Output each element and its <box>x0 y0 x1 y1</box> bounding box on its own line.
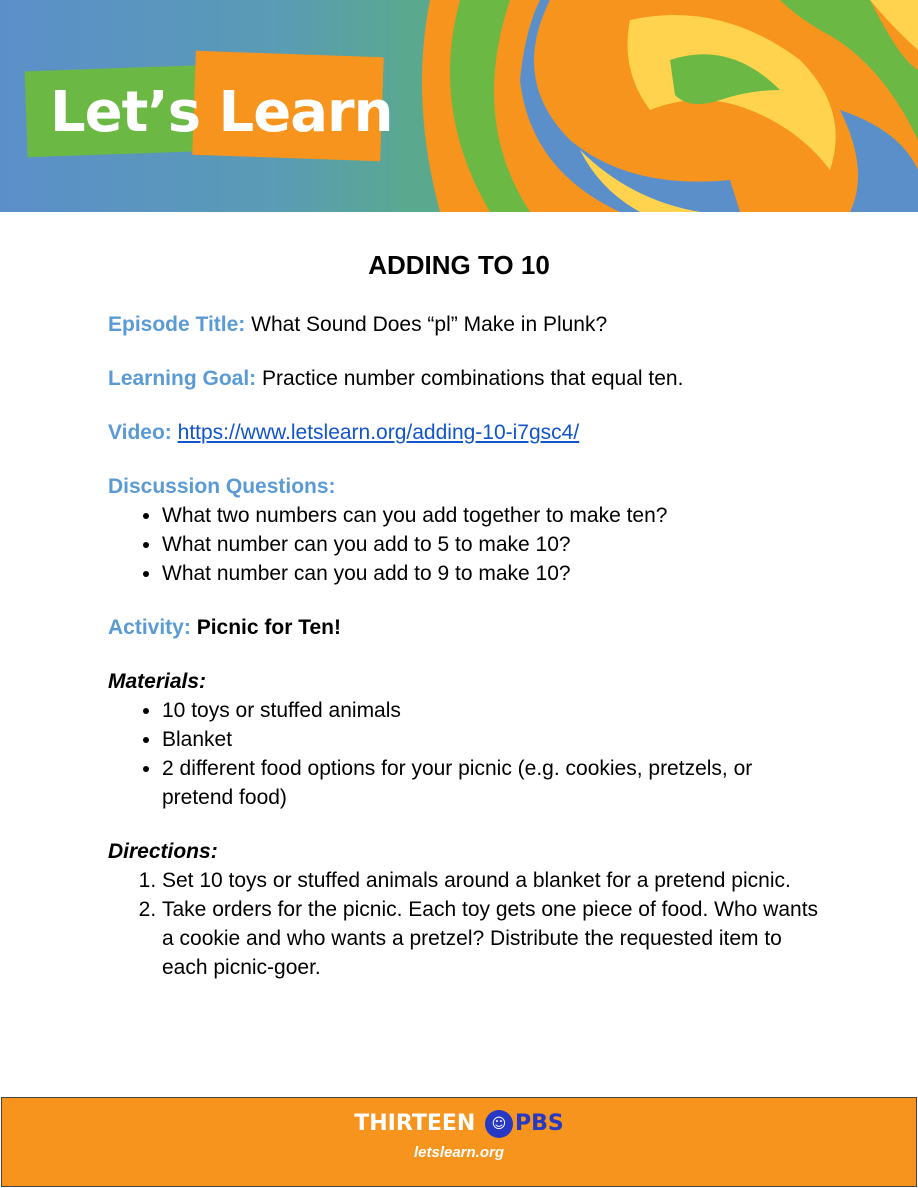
discussion-header <box>108 472 828 501</box>
list-item: • Blanket <box>162 725 828 754</box>
list-item: • 2 different food options for your picnic (e.g. cookies, pretzels, or pretend food) <box>162 754 828 812</box>
logo-text: Let’s Learn <box>50 80 393 145</box>
activity-row <box>108 613 828 642</box>
episode-row <box>108 310 828 339</box>
goal-value: Practice number combinations that equal ten. <box>262 367 684 390</box>
list-item: • What number can you add to 9 to make 10? <box>162 559 828 588</box>
goal-row <box>108 364 828 393</box>
directions-heading: Directions: <box>108 840 218 863</box>
video-label: Video: <box>108 421 172 444</box>
episode-label: Episode Title: <box>108 313 246 336</box>
activity-value: Picnic for Ten! <box>196 616 341 639</box>
list-item: • What two numbers can you add together to make ten? <box>162 501 828 530</box>
goal-label: Learning Goal: <box>108 367 257 390</box>
page-title: ADDING TO 10 <box>368 250 550 280</box>
episode-value: What Sound Does “pl” Make in Plunk? <box>251 313 608 336</box>
list-item: 1. Set 10 toys or stuffed animals around a blanket for a pretend picnic. <box>162 866 828 895</box>
video-link[interactable]: https://www.letslearn.org/adding-10-i7gsc4/ <box>177 421 580 444</box>
directions-list <box>108 866 828 982</box>
thirteen-text: THIRTEEN <box>354 1111 476 1136</box>
lets-learn-logo <box>24 50 393 170</box>
pbs-text: PBS <box>514 1111 564 1136</box>
header-banner <box>0 0 918 212</box>
pbs-head-icon: ☺ <box>485 1110 513 1138</box>
list-item: • 10 toys or stuffed animals <box>162 696 828 725</box>
thirteen-pbs-logo <box>2 1110 916 1138</box>
materials-list <box>108 696 828 812</box>
activity-label: Activity: <box>108 616 191 639</box>
footer-url: letslearn.org <box>413 1144 505 1161</box>
footer <box>1 1097 917 1187</box>
list-item: 2. Take orders for the picnic. Each toy gets one piece of food. Who wants a cookie and who wants a pretzel? Distribute the requested item to each picnic-goer. <box>162 895 828 982</box>
discussion-label: Discussion Questions: <box>108 475 336 498</box>
materials-heading: Materials: <box>108 670 207 693</box>
list-item: • What number can you add to 5 to make 10? <box>162 530 828 559</box>
swirl-art <box>400 0 918 212</box>
video-row <box>108 418 828 447</box>
discussion-list <box>108 501 828 588</box>
main-content <box>108 310 828 1007</box>
